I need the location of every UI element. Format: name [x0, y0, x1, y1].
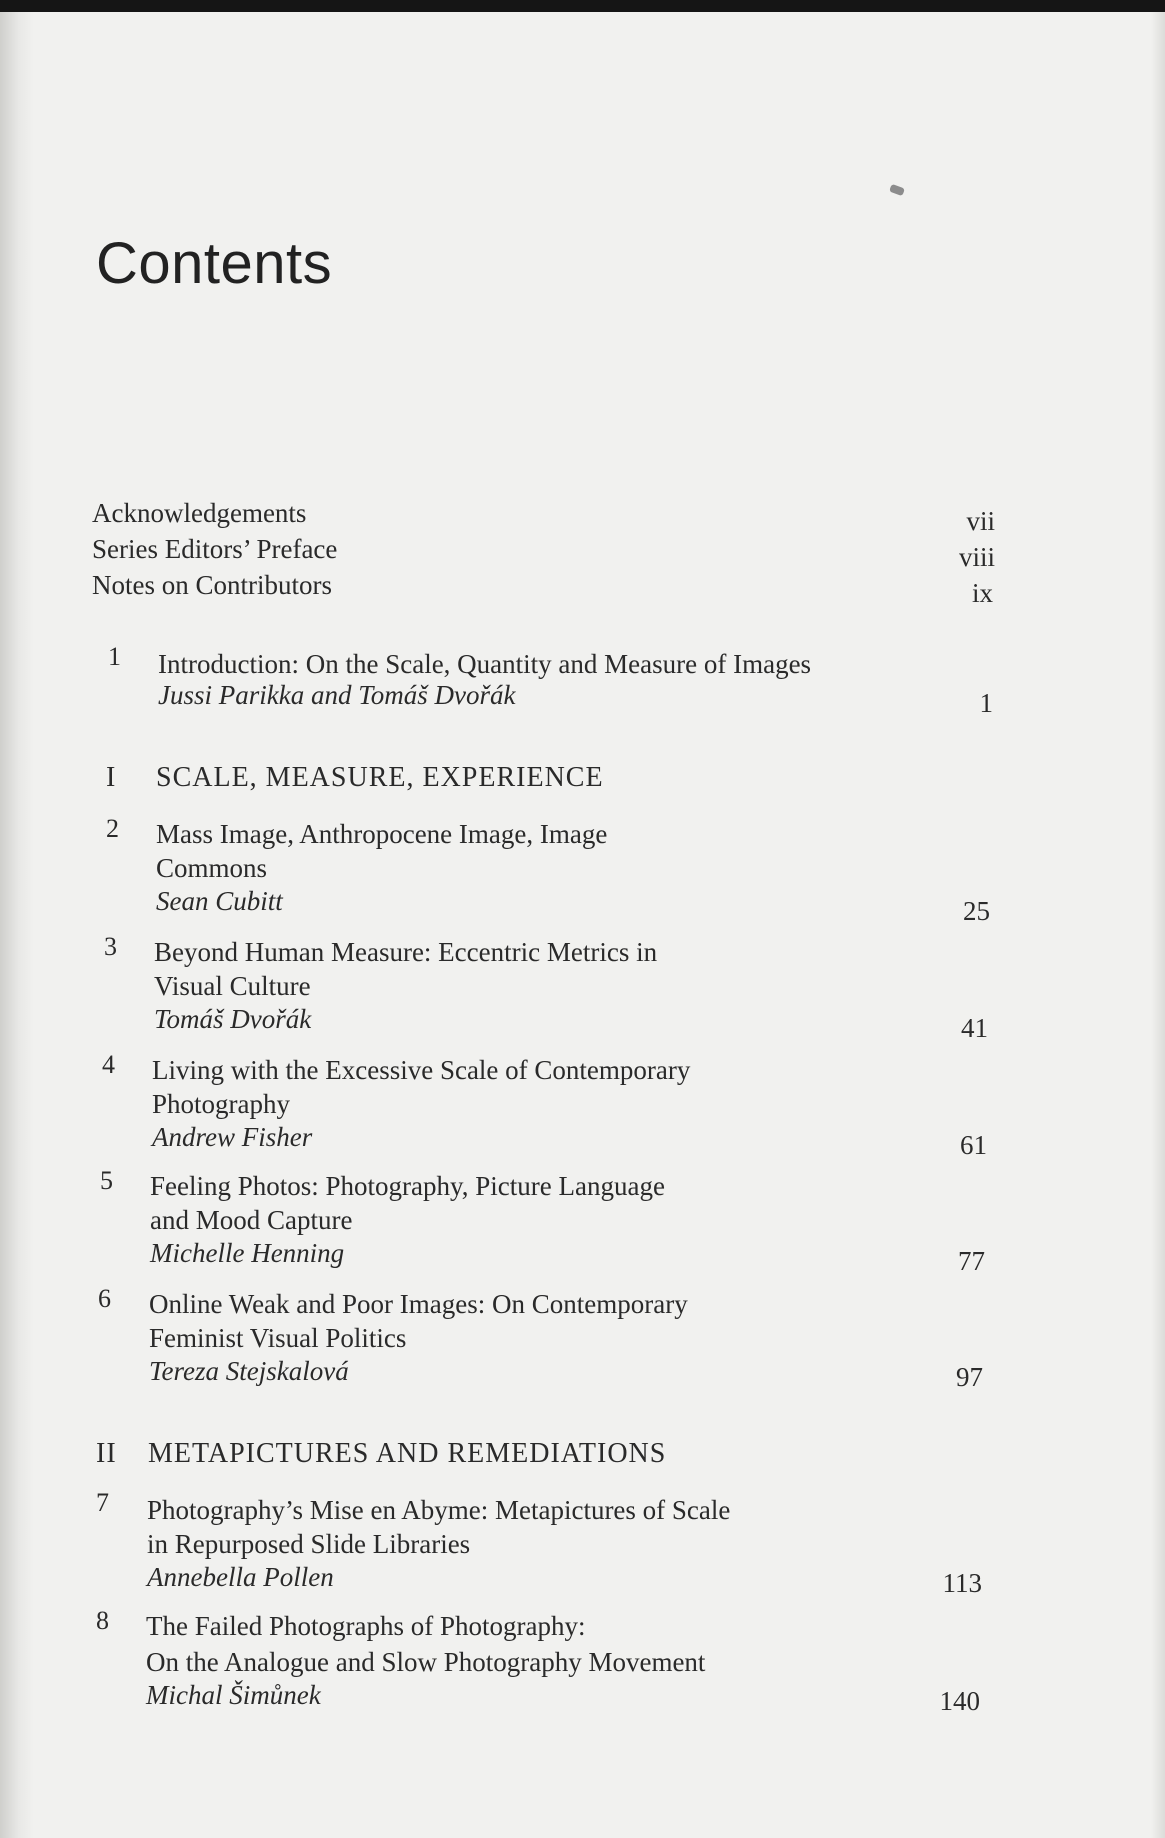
toc-chapter-page: 113 — [942, 1568, 982, 1598]
toc-page-acknowledgements: vii — [966, 506, 995, 536]
toc-chapter-title-line1: Photography’s Mise en Abyme: Metapictures of Scale — [147, 1495, 731, 1525]
toc-chapter-title-line1: Feeling Photos: Photography, Picture Language — [150, 1171, 665, 1201]
toc-chapter-page: 1 — [979, 688, 993, 718]
toc-chapter-page: 140 — [939, 1686, 980, 1716]
toc-chapter-title-line2: Photography — [152, 1089, 290, 1119]
page-top-border — [0, 0, 1165, 12]
toc-entry-notes-contributors: Notes on Contributors — [92, 570, 332, 600]
toc-chapter-title-line2: Commons — [156, 853, 268, 883]
toc-chapter-title-line2: in Repurposed Slide Libraries — [147, 1529, 471, 1559]
toc-page-notes-contributors: ix — [971, 578, 993, 608]
toc-chapter-title-line2: and Mood Capture — [150, 1205, 353, 1235]
toc-chapter-title: Introduction: On the Scale, Quantity and Measure of Images — [158, 649, 812, 679]
toc-chapter-number: 1 — [108, 642, 121, 671]
toc-chapter-page: 77 — [958, 1246, 985, 1276]
toc-chapter-author: Sean Cubitt — [156, 886, 283, 916]
toc-chapter-author: Andrew Fisher — [152, 1122, 313, 1152]
toc-chapter-number: 7 — [96, 1488, 109, 1517]
toc-chapter-author: Tereza Stejskalová — [149, 1356, 349, 1386]
toc-chapter-title-line1: Living with the Excessive Scale of Contemporary — [152, 1055, 691, 1085]
toc-part-title: METAPICTURES AND REMEDIATIONS — [148, 1438, 667, 1469]
toc-chapter-title-line1: Beyond Human Measure: Eccentric Metrics in — [154, 937, 658, 967]
toc-chapter-page: 41 — [961, 1013, 988, 1043]
toc-chapter-number: 5 — [100, 1166, 113, 1195]
toc-chapter-author: Jussi Parikka and Tomáš Dvořák — [158, 680, 516, 710]
toc-entry-series-preface: Series Editors’ Preface — [92, 534, 338, 564]
toc-chapter-number: 2 — [106, 814, 119, 843]
paper-speck — [889, 184, 905, 196]
toc-chapter-author: Michelle Henning — [150, 1238, 345, 1268]
toc-chapter-number: 3 — [104, 932, 117, 961]
toc-entry-acknowledgements: Acknowledgements — [92, 498, 307, 528]
toc-part-title: SCALE, MEASURE, EXPERIENCE — [156, 762, 604, 793]
toc-chapter-number: 6 — [98, 1284, 111, 1313]
toc-chapter-page: 97 — [956, 1362, 983, 1392]
binding-shadow — [0, 12, 34, 1838]
toc-chapter-number: 8 — [96, 1606, 109, 1635]
toc-chapter-number: 4 — [102, 1050, 115, 1079]
toc-part-number: I — [106, 762, 117, 793]
toc-chapter-author: Annebella Pollen — [147, 1562, 334, 1592]
page-title: Contents — [96, 231, 333, 296]
toc-chapter-page: 25 — [963, 896, 990, 926]
toc-chapter-title-line2: Feminist Visual Politics — [149, 1323, 407, 1353]
toc-chapter-author: Michal Šimůnek — [146, 1680, 321, 1710]
toc-chapter-page: 61 — [960, 1130, 987, 1160]
page-edge — [1151, 12, 1165, 1838]
toc-chapter-title-line2: Visual Culture — [154, 971, 311, 1001]
toc-chapter-title-line2: On the Analogue and Slow Photography Movement — [146, 1647, 706, 1677]
toc-chapter-title-line1: The Failed Photographs of Photography: — [146, 1611, 586, 1641]
toc-chapter-author: Tomáš Dvořák — [154, 1004, 312, 1034]
toc-chapter-title-line1: Mass Image, Anthropocene Image, Image — [156, 819, 608, 849]
toc-page-series-preface: viii — [958, 542, 995, 572]
toc-part-number: II — [96, 1438, 117, 1469]
toc-chapter-title-line1: Online Weak and Poor Images: On Contemporary — [149, 1289, 688, 1319]
